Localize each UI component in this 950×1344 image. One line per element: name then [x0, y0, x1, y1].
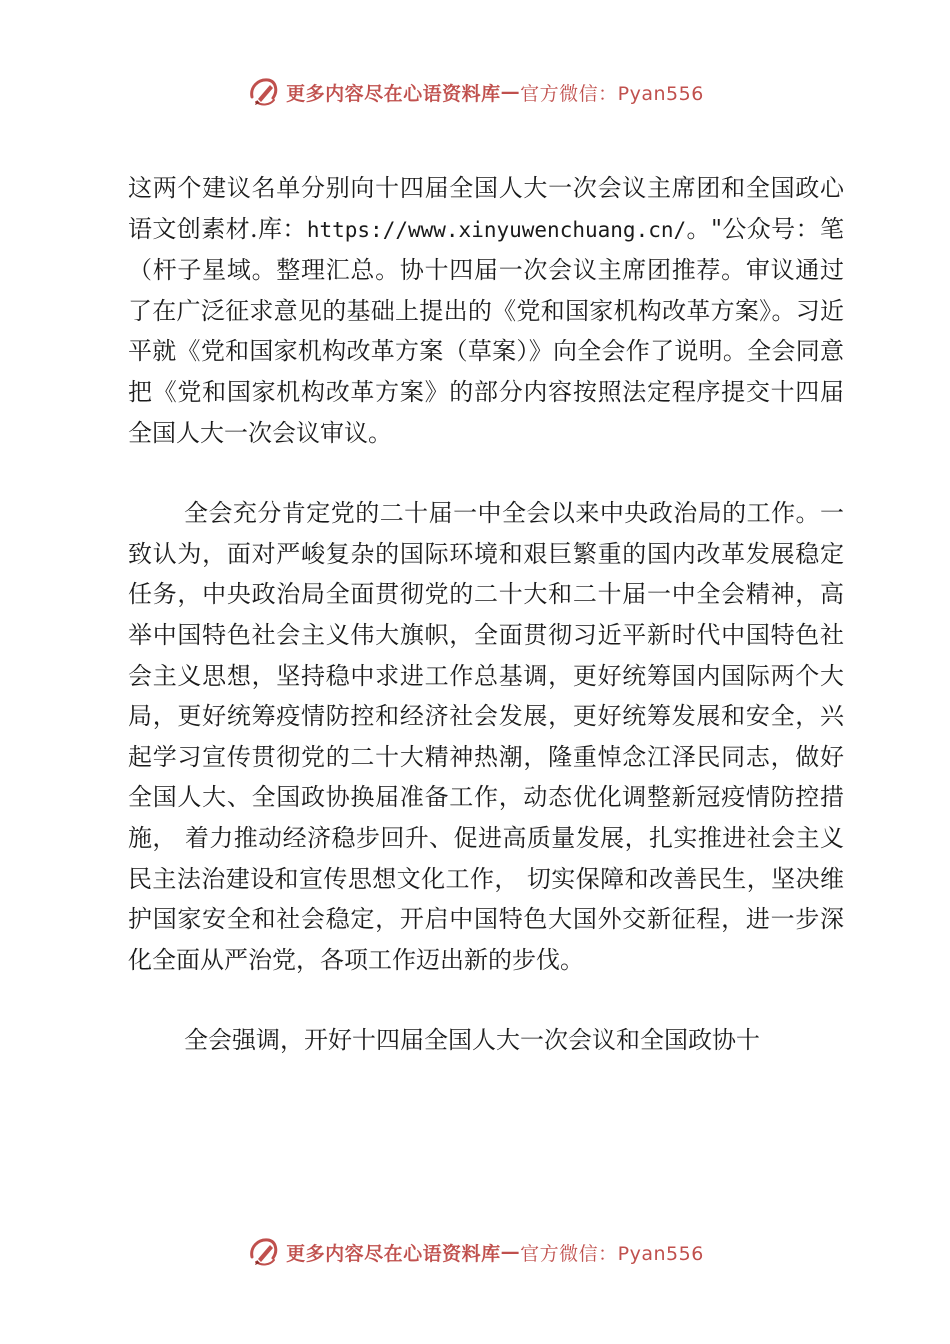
header-banner: [0, 70, 950, 114]
paragraph-1: [128, 168, 844, 453]
document-body: [128, 168, 844, 1101]
paragraph-1-url: https://www.xinyuwenchuang.cn/: [306, 217, 687, 242]
footer-banner: [0, 1230, 950, 1274]
paragraph-1-text-a: 这两个建议名单分别向十四届全国人大一次会议主席团和全国政心语文创素材.库：: [128, 174, 844, 243]
footer-slogan: 更多内容尽在心语资料库: [286, 1242, 501, 1265]
footer-wechat: 官方微信：Pyan556: [520, 1242, 704, 1265]
paragraph-3: 全会强调，开好十四届全国人大一次会议和全国政协十: [184, 1026, 760, 1055]
paragraph-1-text-b: 。"公众号：笔（杆子星域。整理汇总。协十四届一次会议主席团推荐。审议通过了在广泛征求意见的基础上提出的《党和国家机构改革方案》。习近平就《党和国家机构改革方案（草案）》向全会作了说明。全会同意把《党和国家机构改革方案》的部分内容按照法定程序提交十四届全国人大一次会议审议。: [128, 214, 844, 447]
header-separator: —: [500, 81, 521, 103]
brush-pen-circle-icon: [246, 75, 280, 109]
brush-pen-circle-icon: [246, 1235, 280, 1269]
paragraph-2: 全会充分肯定党的二十届一中全会以来中央政治局的工作。一致认为，面对严峻复杂的国际环境和艰巨繁重的国内改革发展稳定任务，中央政治局全面贯彻党的二十大和二十届一中全会精神，高举中国特色社会主义伟大旗帜，全面贯彻习近平新时代中国特色社会主义思想，坚持稳中求进工作总基调，更好统筹国内国际两个大局，更好统筹疫情防控和经济社会发展，更好统筹发展和安全，兴起学习宣传贯彻党的二十大精神热潮，隆重悼念江泽民同志，做好全国人大、全国政协换届准备工作，动态优化调整新冠疫情防控措施， 着力推动经济稳步回升、促进高质量发展，扎实推进社会主义民主法治建设和宣传思想文化工作， 切实保障和改善民生，坚决维护国家安全和社会稳定，开启中国特色大国外交新征程，进一步深化全面从严治党，各项工作迈出新的步伐。: [128, 499, 844, 974]
header-slogan: 更多内容尽在心语资料库: [286, 82, 501, 105]
header-wechat: 官方微信：Pyan556: [520, 82, 704, 105]
footer-separator: —: [500, 1241, 521, 1263]
